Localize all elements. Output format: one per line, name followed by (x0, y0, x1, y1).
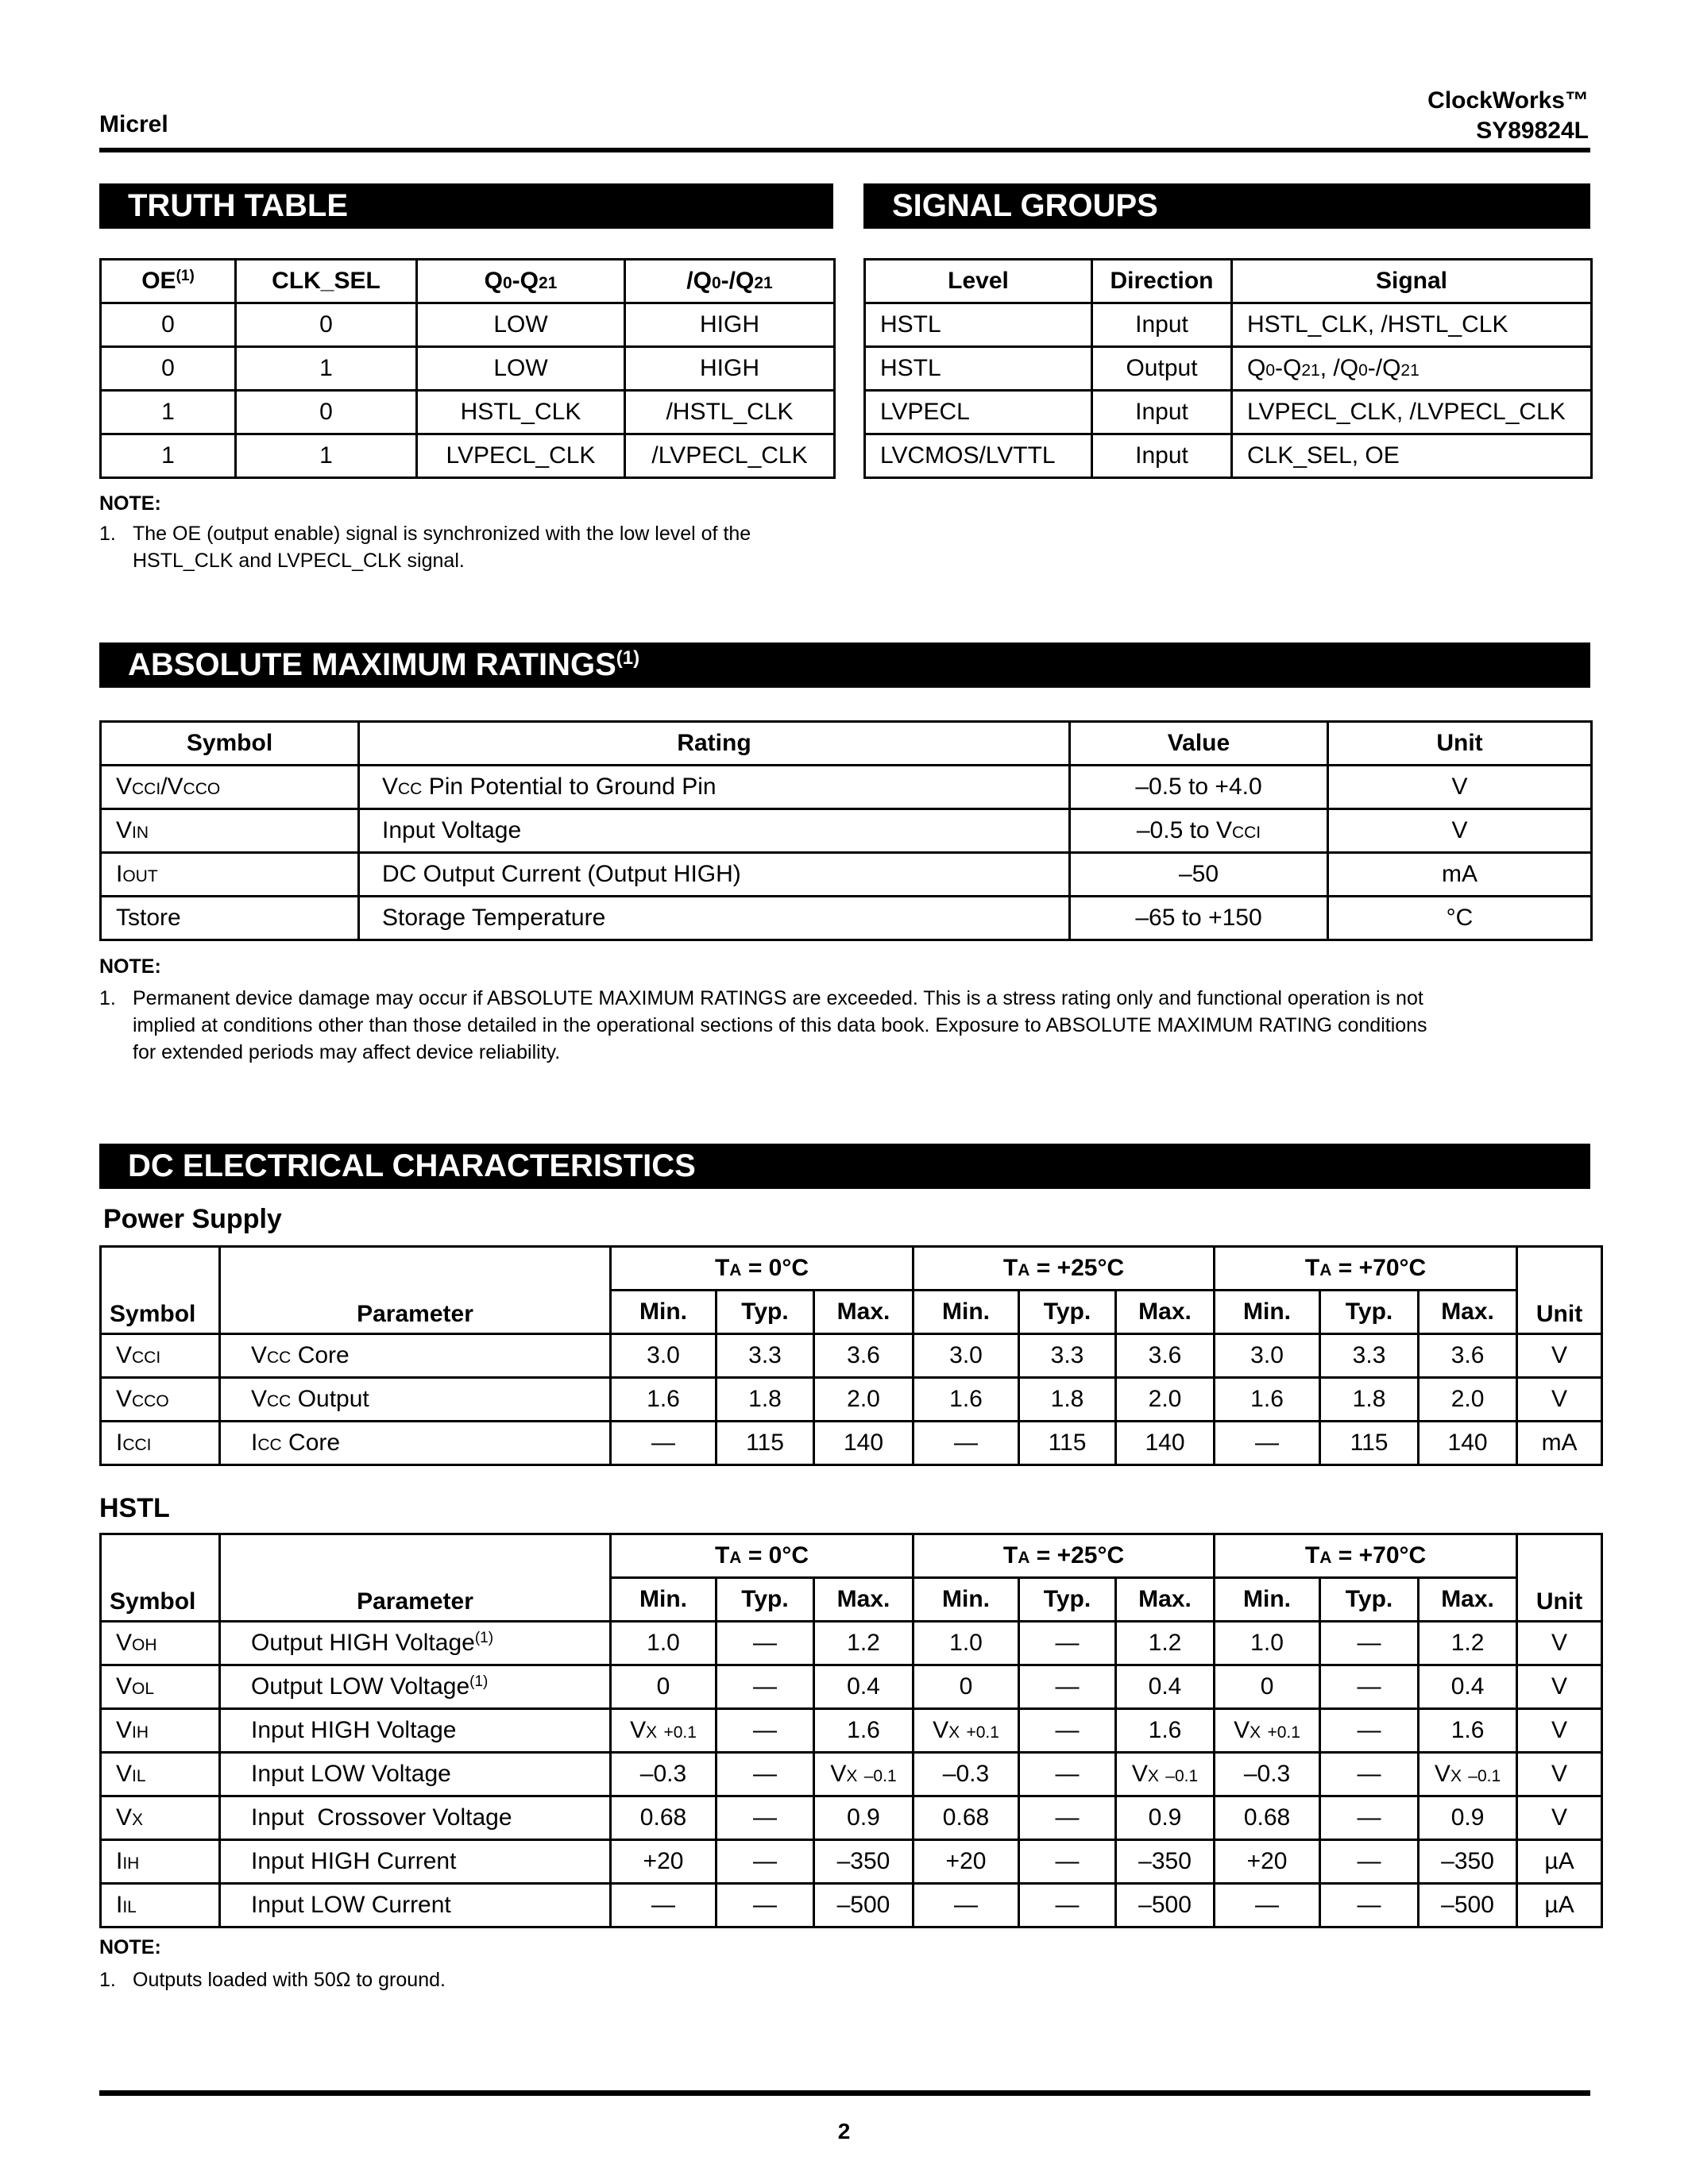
table-row: LVPECL Input LVPECL_CLK, /LVPECL_CLK (865, 391, 1592, 434)
truth-col-qb: /Q0-/Q21 (625, 260, 835, 303)
header-right (1427, 86, 1589, 146)
hstl-note-label: NOTE: (99, 1936, 161, 1958)
table-row: VOL Output LOW Voltage$^{(1)}$ 0 — 0.4 0 — 0.4 0 — 0.4 V (101, 1665, 1602, 1709)
header-product-line: ClockWorks™ (1427, 87, 1589, 114)
hstl-temp-row: Symbol Parameter TA = 0°C TA = +25°C TA = +70°C Unit (101, 1534, 1602, 1578)
header-company: Micrel (99, 111, 168, 137)
hstl-title: HSTL (99, 1493, 170, 1523)
table-row: VCCI/VCCO VCC Pin Potential to Ground Pin –0.5 to +4.0 V (101, 766, 1592, 809)
truth-table-header-row (101, 260, 835, 303)
table-row: IIH Input HIGH Current +20 — –350 +20 — –350 +20 — –350 µA (101, 1840, 1602, 1884)
hstl-header-row: Min. Typ. Max. Min. Typ. Max. Min. Typ. Max. (101, 1578, 1602, 1622)
truth-table-note-label: NOTE: (99, 492, 161, 515)
abs-max-note: 1. Permanent device damage may occur if ABSOLUTE MAXIMUM RATINGS are exceeded. This is a stress rating only and functional operation is not implied at conditions other than those detailed in the operational sections of this data book. Exposure to ABSOLUTE MAXIMUM RATING conditions for extended periods may affect device reliability. (99, 987, 1427, 1063)
power-supply-table (99, 1245, 1603, 1466)
abs-max-table (99, 720, 1593, 941)
hstl-table (99, 1533, 1603, 1928)
footer-rule (99, 2090, 1590, 2096)
table-row: VIH Input HIGH Voltage VX +0.1 — 1.6 VX +0.1 — 1.6 VX +0.1 — 1.6 V (101, 1709, 1602, 1753)
table-row: LVCMOS/LVTTL Input CLK_SEL, OE (865, 434, 1592, 478)
truth-table (99, 258, 836, 479)
header-part-number: SY89824L (1476, 118, 1589, 144)
truth-col-q: Q0-Q21 (417, 260, 625, 303)
table-row: VOH Output HIGH Voltage$^{(1)}$ 1.0 — 1.2 1.0 — 1.2 1.0 — 1.2 V (101, 1622, 1602, 1665)
table-row: 0 1 LOW HIGH (101, 347, 835, 391)
header-rule (99, 148, 1590, 152)
table-row: VCCI VCC Core 3.0 3.3 3.6 3.0 3.3 3.6 3.0 3.3 3.6 V (101, 1334, 1602, 1378)
table-row: Tstore Storage Temperature –65 to +150 °C (101, 897, 1592, 940)
dc-title: DC ELECTRICAL CHARACTERISTICS (99, 1144, 1590, 1189)
table-row: 1 1 LVPECL_CLK /LVPECL_CLK (101, 434, 835, 478)
power-supply-temp-row: Symbol Parameter TA = 0°C TA = +25°C TA = +70°C Unit (101, 1247, 1602, 1291)
signal-groups-header-row: Level Direction Signal (865, 260, 1592, 303)
table-row: VCCO VCC Output 1.6 1.8 2.0 1.6 1.8 2.0 1.6 1.8 2.0 V (101, 1378, 1602, 1422)
signal-groups-title: SIGNAL GROUPS (863, 183, 1590, 229)
truth-table-title: TRUTH TABLE (99, 183, 833, 229)
power-supply-title: Power Supply (103, 1204, 282, 1234)
abs-max-title: ABSOLUTE MAXIMUM RATINGS$^{(1)}$ (99, 642, 1590, 688)
table-row: VIL Input LOW Voltage –0.3 — VX –0.1 –0.3 — VX –0.1 –0.3 — VX –0.1 V (101, 1753, 1602, 1796)
abs-max-note-label: NOTE: (99, 955, 161, 978)
truth-col-clk-sel: CLK_SEL (236, 260, 417, 303)
hstl-note: 1. Outputs loaded with 50Ω to ground. (99, 1969, 446, 1991)
table-row: IIL Input LOW Current — — –500 — — –500 — — –500 µA (101, 1884, 1602, 1927)
truth-col-oe: OE$^{(1)}$ (101, 260, 236, 303)
power-supply-header-row: Min. Typ. Max. Min. Typ. Max. Min. Typ. Max. (101, 1291, 1602, 1334)
table-row: 1 0 HSTL_CLK /HSTL_CLK (101, 391, 835, 434)
table-row: IOUT DC Output Current (Output HIGH) –50 mA (101, 853, 1592, 897)
table-row: HSTL Input HSTL_CLK, /HSTL_CLK (865, 303, 1592, 347)
truth-table-note: 1. The OE (output enable) signal is synchronized with the low level of the HSTL_CLK and LVPECL_CLK signal. (99, 523, 751, 572)
table-row: ICCI ICC Core — 115 140 — 115 140 — 115 140 mA (101, 1422, 1602, 1465)
abs-max-header-row: Symbol Rating Value Unit (101, 722, 1592, 766)
table-row: 0 0 LOW HIGH (101, 303, 835, 347)
table-row: HSTL Output Q0-Q21, /Q0-/Q21 (865, 347, 1592, 391)
table-row: VX Input Crossover Voltage 0.68 — 0.9 0.68 — 0.9 0.68 — 0.9 V (101, 1796, 1602, 1840)
table-row: VIN Input Voltage –0.5 to VCCI V (101, 809, 1592, 853)
page-number: 2 (837, 2119, 851, 2143)
signal-groups-table (863, 258, 1593, 479)
